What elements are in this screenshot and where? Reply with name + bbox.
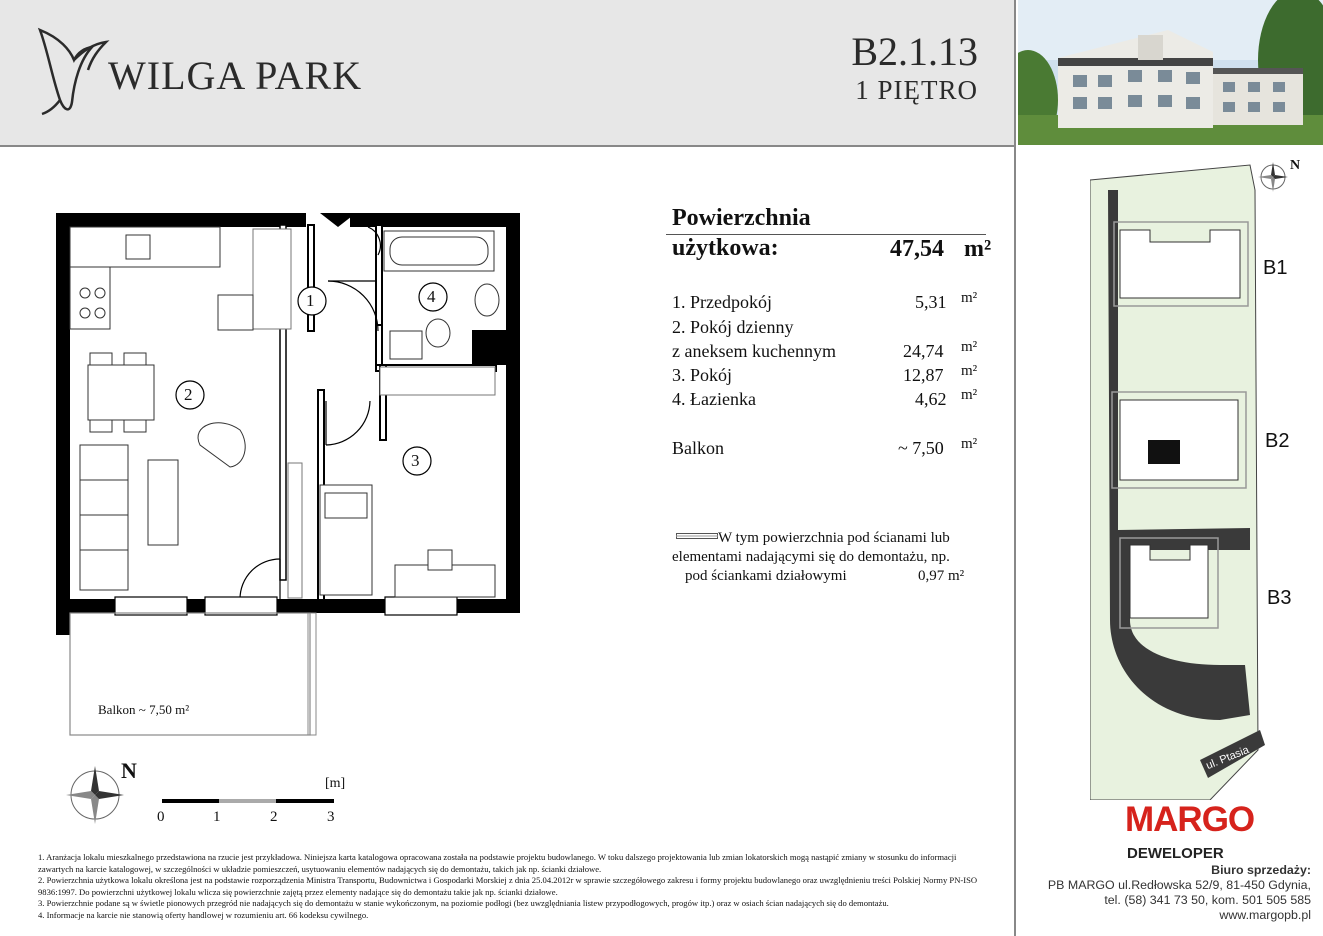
site-plan xyxy=(1090,160,1320,800)
room-label-1: 1. Przedpokój xyxy=(672,292,772,312)
site-building-b2: B2 xyxy=(1265,430,1290,452)
street-label: ul. Ptasia xyxy=(1204,743,1251,773)
unit-code: B2.1.13 xyxy=(851,29,978,74)
building-photo xyxy=(1018,0,1323,145)
margo-logo: MARGO xyxy=(1125,800,1255,839)
scale-bar xyxy=(160,796,340,808)
balcony-row-label: Balkon xyxy=(672,438,724,458)
room-label-2b: z aneksem kuchennym xyxy=(672,341,836,361)
note-line3: pod ściankami działowymi xyxy=(685,568,847,584)
room-unit-2: m² xyxy=(961,339,978,355)
site-compass-icon xyxy=(1256,160,1290,194)
room-unit-4: m² xyxy=(961,387,978,403)
divider-line xyxy=(1014,0,1016,936)
scale-tick-2: 2 xyxy=(270,809,278,825)
hatch-legend-icon xyxy=(676,533,718,539)
footnote-2: 2. Powierzchnia użytkowa lokalu określona jest na podstawie rozporządzenia Ministra Transportu, Budownictwa i Gospodarki Morskiej z dnia 25.04.2012r w sprawie szczegółowego zakresu i formy projektu budowlanego oraz uwzględnieniu treści Polskiej Normy PN-ISO 9836:1997. Do powierzchni użytkowej lokalu wlicza się powierzchnie zajętą przez elementy nadające się do demontażu takie jak np. ścianki działowe. xyxy=(38,875,978,897)
area-title-line2: użytkowa: xyxy=(672,235,779,261)
site-north-label: N xyxy=(1290,158,1301,173)
floor-plan xyxy=(50,205,520,745)
room-label-4: 4. Łazienka xyxy=(672,389,756,409)
note-line2: elementami nadającymi się do demontażu, np. xyxy=(672,549,950,565)
office-web[interactable]: www.margopb.pl xyxy=(1219,908,1311,922)
office-phone: tel. (58) 341 73 50, kom. 501 505 585 xyxy=(1104,893,1311,907)
brand-name: WILGA PARK xyxy=(108,53,363,98)
area-total-unit: m² xyxy=(964,236,992,262)
room-value-1: 5,31 xyxy=(915,292,947,312)
sales-office xyxy=(1025,863,1311,923)
balcony-label: Balkon ~ 7,50 m² xyxy=(98,702,190,717)
room-value-2: 24,74 xyxy=(903,341,944,361)
room-label-3: 3. Pokój xyxy=(672,365,733,385)
footnote-3: 3. Powierzchnie podane są w świetle pionowych przegród nie nadających się do demontażu w stanie wykończonym, na poziomie podłogi (bez uwzględniania listew przypodłogowych, progów itp.) oraz w osiach ścian nadających się do demontażu. xyxy=(38,898,889,909)
area-title xyxy=(672,203,811,263)
room-number-1: 1 xyxy=(306,291,315,310)
room-number-3: 3 xyxy=(411,451,420,470)
room-value-3: 12,87 xyxy=(903,365,944,385)
footnotes xyxy=(38,852,978,922)
room-unit-1: m² xyxy=(961,290,978,306)
area-title-line1: Powierzchnia xyxy=(672,205,811,231)
room-number-4: 4 xyxy=(427,287,436,306)
footnote-1: 1. Aranżacja lokalu mieszkalnego przedstawiona na rzucie jest przykładowa. Niniejsza karta katalogowa opracowana została na podstawie projektu budowlanego. W toku dalszego projektowania lub zmian lokatorskich mogą nastąpić zmiany w stosunku do informacji zawartych na karcie katalogowej, w szczególności w układzie pomieszczeń, usytuowaniu elementów nadających się do demontażu, takich jak np. ścianki działowe. xyxy=(38,852,957,874)
scale-tick-1: 1 xyxy=(213,809,221,825)
site-building-b3: B3 xyxy=(1267,587,1292,609)
site-building-b1: B1 xyxy=(1263,257,1288,279)
developer-label: DEWELOPER xyxy=(1127,845,1224,862)
balcony-row-value: ~ 7,50 xyxy=(898,438,944,458)
area-separator xyxy=(666,234,986,235)
area-total xyxy=(890,236,991,263)
area-total-value: 47,54 xyxy=(890,236,944,262)
note-value: 0,97 m² xyxy=(918,568,965,584)
scale-tick-0: 0 xyxy=(157,809,165,825)
office-title: Biuro sprzedaży: xyxy=(1211,863,1311,877)
room-unit-3: m² xyxy=(961,363,978,379)
room-label-2: 2. Pokój dzienny xyxy=(672,317,794,337)
scale-unit: [m] xyxy=(325,776,346,791)
room-value-4: 4,62 xyxy=(915,389,947,409)
unit-floor: 1 PIĘTRO xyxy=(855,75,978,105)
office-address: PB MARGO ul.Redłowska 52/9, 81-450 Gdynia, xyxy=(1047,878,1311,892)
room-number-2: 2 xyxy=(184,385,193,404)
footnote-4: 4. Informacje na karcie nie stanowią oferty handlowej w rozumieniu art. 66 kodeksu cywilnego. xyxy=(38,909,369,920)
north-label: N xyxy=(121,758,137,783)
bird-logo-icon xyxy=(30,22,110,117)
note-line1: W tym powierzchnia pod ścianami lub xyxy=(718,530,950,546)
scale-tick-3: 3 xyxy=(327,809,335,825)
balcony-row-unit: m² xyxy=(961,436,978,452)
compass-icon xyxy=(62,762,128,828)
